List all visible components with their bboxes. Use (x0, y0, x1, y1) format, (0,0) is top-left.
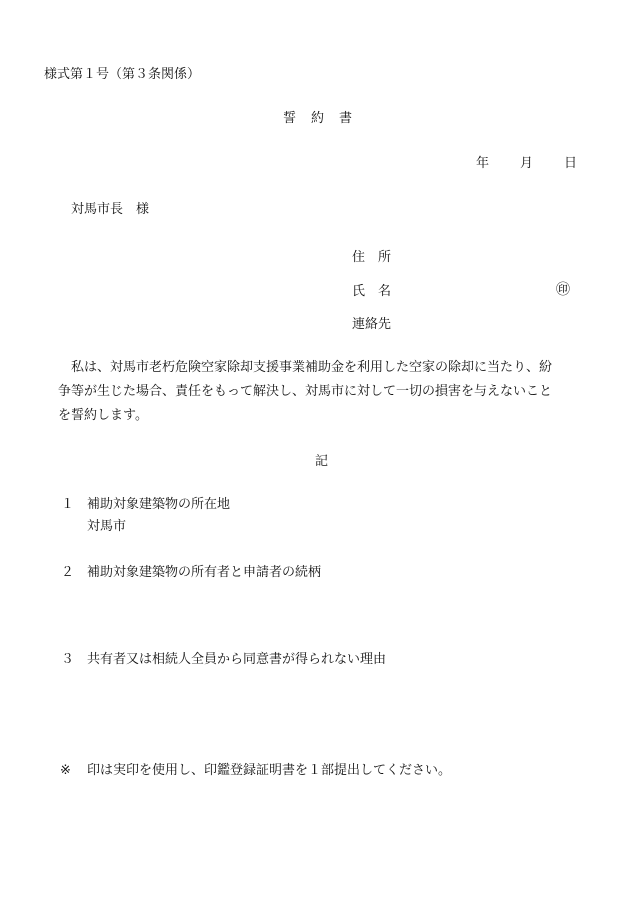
item-number: １ (61, 497, 75, 512)
item-number: ３ (61, 652, 75, 667)
date-line (476, 157, 577, 170)
note-mark: ※ (60, 763, 71, 778)
ki-heading: 記 (315, 454, 329, 469)
date-day: 日 (564, 156, 578, 171)
item-label: 補助対象建築物の所有者と申請者の続柄 (87, 565, 322, 580)
name-label: 氏 名 (352, 284, 392, 299)
pledge-paragraph (58, 356, 586, 428)
document-title: 誓 約 書 (283, 111, 354, 126)
date-month: 月 (520, 156, 534, 171)
pledge-line: 私は、対馬市老朽危険空家除却支援事業補助金を利用した空家の除却に当たり、紛 (58, 360, 553, 375)
form-number-label: 様式第１号（第３条関係） (44, 67, 201, 82)
addressee: 対馬市長 様 (71, 202, 150, 217)
note-text: 印は実印を使用し、印鑑登録証明書を１部提出してください。 (87, 763, 452, 778)
item-number: ２ (61, 565, 75, 580)
item-value: 対馬市 (87, 519, 127, 534)
date-year: 年 (476, 156, 490, 171)
contact-label: 連絡先 (352, 317, 392, 332)
seal-mark: ㊞ (556, 282, 570, 298)
pledge-line: を誓約します。 (58, 408, 148, 423)
item-label: 共有者又は相続人全員から同意書が得られない理由 (87, 652, 387, 667)
pledge-line: 争等が生じた場合、責任をもって解決し、対馬市に対して一切の損害を与えないこと (58, 384, 553, 399)
item-label: 補助対象建築物の所在地 (87, 497, 231, 512)
address-label: 住 所 (352, 250, 392, 265)
